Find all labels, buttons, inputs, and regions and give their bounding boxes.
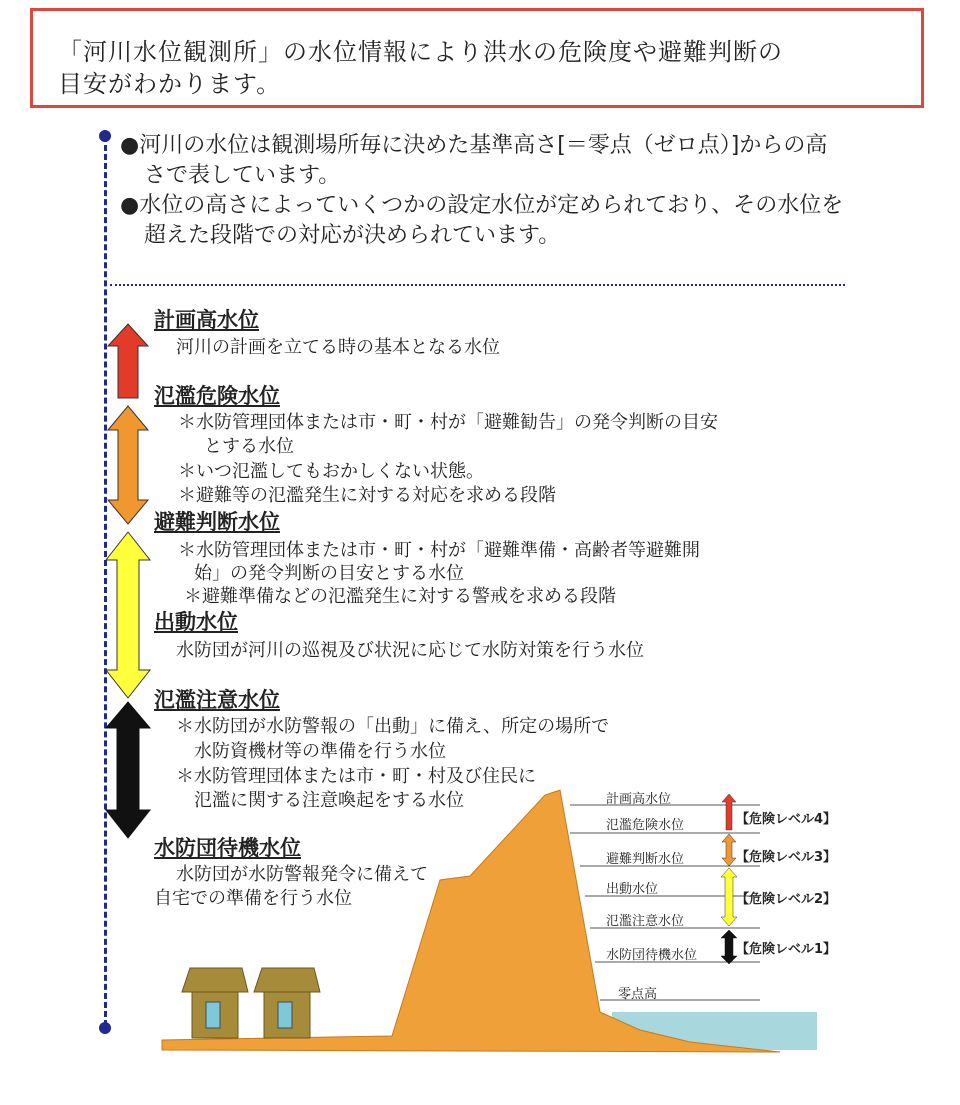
diagram-label-taiki: 水防団待機水位 xyxy=(606,948,698,963)
level-title-taiki: 水防団待機水位 xyxy=(154,836,301,860)
mini-red-arrow xyxy=(722,794,736,830)
diagram-label-hinan-handan: 避難判断水位 xyxy=(606,852,685,867)
diagram-label-shutsudo: 出動水位 xyxy=(606,882,659,897)
level-title-keikaku: 計画高水位 xyxy=(154,308,259,332)
house-2 xyxy=(254,968,320,1038)
level-desc-shutsudo: 水防団が河川の巡視及び状況に応じて水防対策を行う水位 xyxy=(176,640,644,661)
intro-bullet-1-line-2: さで表しています。 xyxy=(144,163,341,188)
diagram-label-keikaku: 計画高水位 xyxy=(606,792,672,807)
level-desc-hanran-kiken-1: ＊水防管理団体または市・町・村が「避難勧告」の発令判断の目安 xyxy=(178,412,718,433)
level-desc-hinan-handan-2: 始」の発令判断の目安とする水位 xyxy=(194,563,464,584)
mini-yellow-arrow xyxy=(721,868,737,926)
mini-orange-arrow xyxy=(722,834,736,866)
danger-level-2: 【危険レベル2】 xyxy=(736,892,837,907)
danger-level-4: 【危険レベル4】 xyxy=(736,812,837,827)
level-desc-hinan-handan-3: ＊避難準備などの氾濫発生に対する警戒を求める段階 xyxy=(184,586,616,607)
intro-bullet-2-line-2: 超えた段階での対応が決められています。 xyxy=(144,223,561,248)
level-desc-taiki-1: 水防団が水防警報発令に備えて xyxy=(176,864,428,885)
level-desc-keikaku: 河川の計画を立てる時の基本となる水位 xyxy=(176,337,500,358)
mini-black-arrow xyxy=(721,930,737,964)
level-title-hanran-kiken: 氾濫危険水位 xyxy=(154,384,280,408)
intro-bullet-2-line-1: ●水位の高さによっていくつかの設定水位が定められており、その水位を xyxy=(120,193,844,218)
diagram-label-hanran-kiken: 氾濫危険水位 xyxy=(606,818,685,833)
level-title-hinan-handan: 避難判断水位 xyxy=(154,510,280,534)
diagram-label-zero: 零点高 xyxy=(618,987,658,1002)
level-desc-hanran-chui-3: ＊水防管理団体または市・町・村及び住民に xyxy=(176,766,536,787)
header-line-2: 目安がわかります。 xyxy=(58,70,282,98)
level-desc-taiki-2: 自宅での準備を行う水位 xyxy=(154,888,352,909)
danger-level-1: 【危険レベル1】 xyxy=(736,942,837,957)
level-title-hanran-chui: 氾濫注意水位 xyxy=(154,688,280,712)
intro-bullet-1-line-1: ●河川の水位は観測場所毎に決めた基準高さ[＝零点（ゼロ点）]からの高 xyxy=(120,133,828,158)
level-desc-hanran-chui-1: ＊水防団が水防警報の「出動」に備え、所定の場所で xyxy=(176,716,610,737)
level-desc-hinan-handan-1: ＊水防管理団体または市・町・村が「避難準備・高齢者等避難開 xyxy=(178,540,700,561)
level-desc-hanran-chui-4: 氾濫に関する注意喚起をする水位 xyxy=(194,790,464,811)
house-1 xyxy=(182,968,248,1038)
level-desc-hanran-kiken-3: ＊いつ氾濫してもおかしくない状態。 xyxy=(178,461,484,482)
level-desc-hanran-kiken-4: ＊避難等の氾濫発生に対する対応を求める段階 xyxy=(178,485,556,506)
level-title-shutsudo: 出動水位 xyxy=(154,610,238,634)
header-line-1: 「河川水位観測所」の水位情報により洪水の危険度や避難判断の xyxy=(58,38,783,66)
level-desc-hanran-chui-2: 水防資機材等の準備を行う水位 xyxy=(194,741,446,762)
danger-level-3: 【危険レベル3】 xyxy=(736,850,837,865)
level-desc-hanran-kiken-2: とする水位 xyxy=(204,436,294,457)
diagram-label-hanran-chui: 氾濫注意水位 xyxy=(606,914,685,929)
